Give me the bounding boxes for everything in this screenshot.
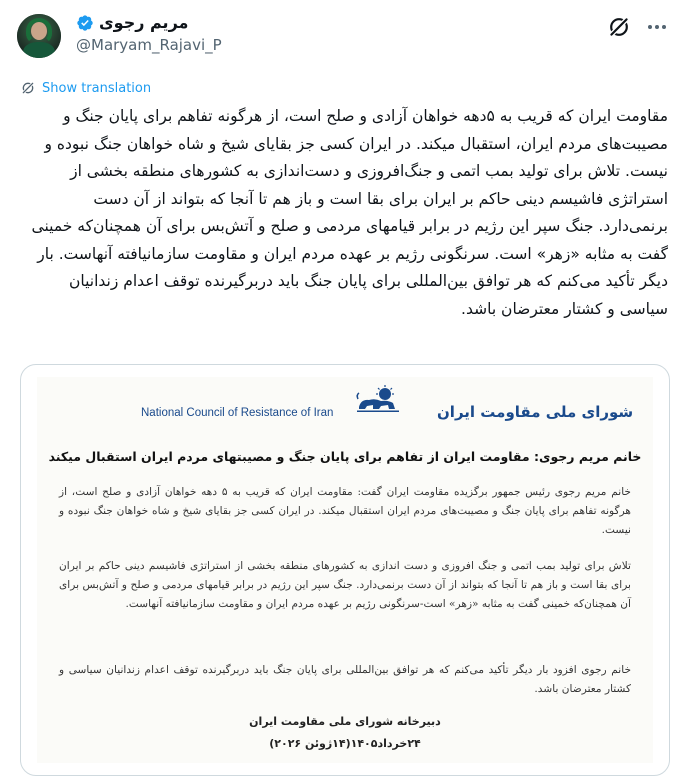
tweet-text: مقاومت ایران که قریب به ۵دهه خواهان آزادی و صلح است، از هرگونه تفاهم برای پایان جنگ و مصیبت‌های مردم ایران، استقبال میکند. در ایران کسی جز بقایای شیخ و شاه خواهان جنگ نبوده و نیست. تلاش برای تولید بمب اتمی و جنگ‌افروزی و دست‌اندازی به کشورهای منطقه بخشی از استراتژی فاشیسم دینی حاکم بر ایران برای بقا است و باز هم تا آنجا که بتواند از آن دست برنمی‌دارد. جنگ سپر این رژیم در برابر قیامهای مردمی و صلح و آتش‌بس برای آن همچنان‌که خمینی گفت به مثابه «زهر» است. سرنگونی رژیم بر عهده مردم ایران و مقاومت سازمانیافته آنهاست. بار دیگر تأکید می‌کنم که هر توافق بین‌المللی برای پایان جنگ باید دربرگیرنده توقف اعدام زندانیان سیاسی و کشتار معترضان باشد. <box>31 107 668 318</box>
translate-icon <box>20 80 36 96</box>
avatar[interactable] <box>17 14 61 58</box>
tweet-media-image[interactable] <box>20 364 670 776</box>
author-display-name[interactable]: مریم رجوی <box>99 13 189 32</box>
show-translation-label[interactable]: Show translation <box>42 80 152 96</box>
lion-and-sun-emblem-icon <box>355 385 401 413</box>
org-name-persian: شورای ملی مقاومت ایران <box>437 403 634 421</box>
statement-paragraph: تلاش برای تولید بمب اتمی و جنگ افروزی و دست اندازی به کشورهای منطقه بخشی از استراتژی فاشیسم دینی حاکم بر ایران برای بقا است و باز هم تا آنجا که بتواند از آن دست برنمی‌دارد. جنگ سپر این رژیم در برابر قیامهای مردمی و صلح و آتش‌بس برای آن همچنان‌که خمینی گفت به مثابه «زهر» است-سرنگونی رژیم بر عهده مردم ایران و مقاومت سازمانیافته آنهاست. <box>59 560 631 610</box>
statement-paragraph: خانم رجوی افزود بار دیگر تأکید می‌کنم که هر توافق بین‌المللی برای پایان جنگ باید دربرگیرنده توقف اعدام زندانیان سیاسی و کشتار معترضان باشد. <box>59 664 631 695</box>
org-name-english: National Council of Resistance of Iran <box>141 407 334 419</box>
statement-document <box>37 377 653 763</box>
statement-signature: دبیرخانه شورای ملی مقاومت ایران <box>249 715 441 728</box>
more-dots-icon[interactable] <box>644 14 670 40</box>
show-translation-link[interactable] <box>20 80 151 96</box>
statement-title: خانم مریم رجوی: مقاومت ایران از تفاهم برای پایان جنگ و مصیبتهای مردم ایران استقبال میکند <box>48 449 642 464</box>
verified-badge-icon <box>76 14 94 32</box>
tweet-header <box>0 0 690 70</box>
statement-date: ۲۴خرداد۱۴۰۵(۱۴ژوئن ۲۰۲۶) <box>269 737 421 750</box>
statement-paragraph: خانم مریم رجوی رئیس جمهور برگزیده مقاومت ایران گفت: مقاومت ایران که قریب به ۵ دهه خواهان آزادی و صلح است، از هرگونه تفاهم برای پایان جنگ و مصیبت‌های مردم ایران استقبال میکند. در ایران کسی جز بقایای شیخ و شاه خواهان جنگ نبوده و نیست. <box>59 486 631 536</box>
grok-icon[interactable] <box>606 14 632 40</box>
author-handle[interactable]: @Maryam_Rajavi_P <box>76 36 222 54</box>
author-name-row[interactable] <box>76 13 188 32</box>
